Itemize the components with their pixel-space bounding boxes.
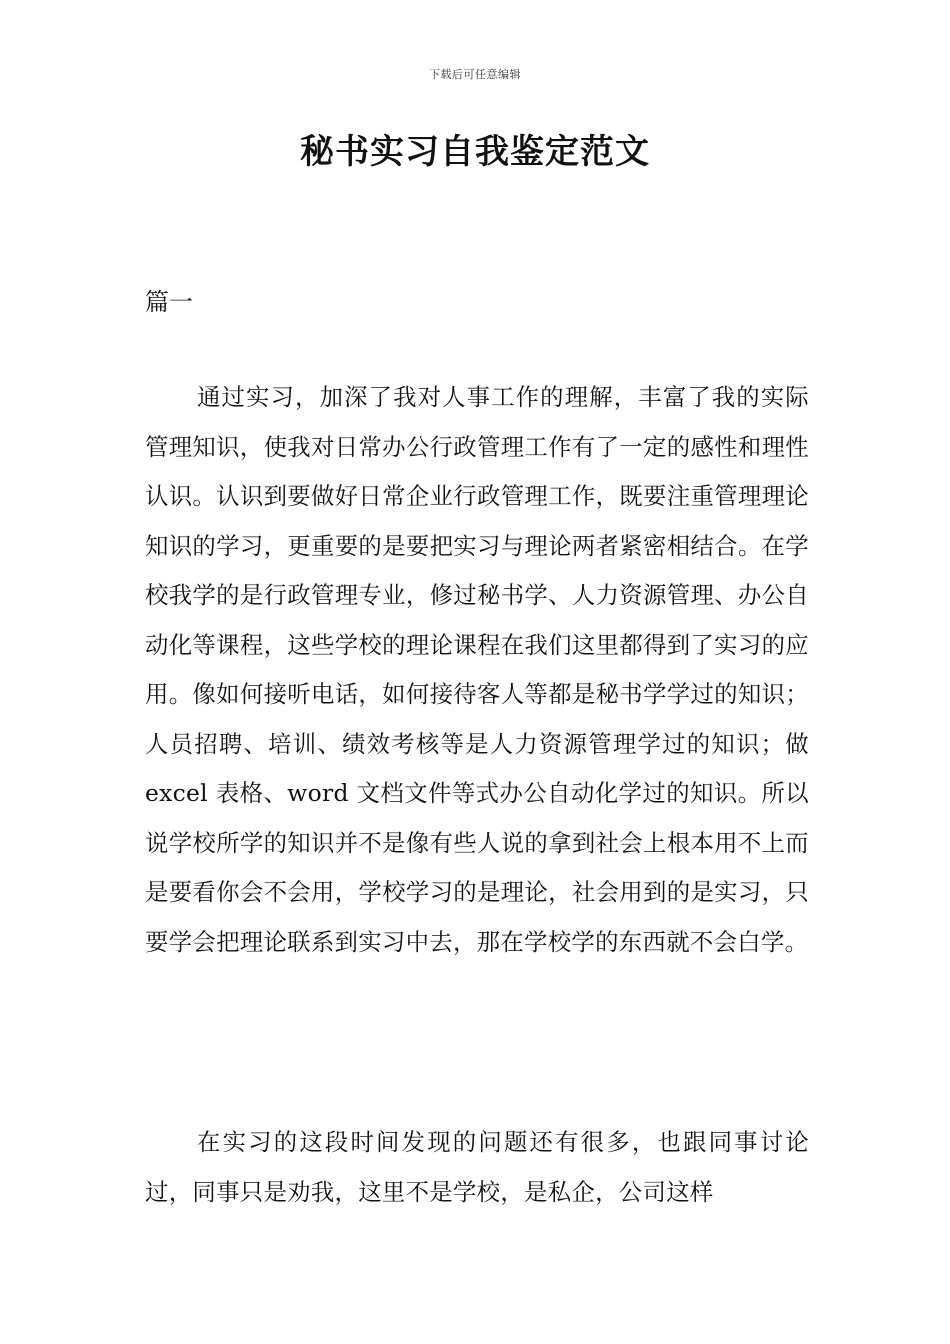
section-heading: 篇一 [145, 288, 193, 316]
document-title: 秘书实习自我鉴定范文 [300, 132, 650, 172]
body-paragraph-1: 通过实习，加深了我对人事工作的理解，丰富了我的实际管理知识，使我对日常办公行政管理工作有了一定的感性和理性认识。认识到要做好日常企业行政管理工作，既要注重管理理论知识的学习，更重要的是要把实习与理论两者紧密相结合。在学校我学的是行政管理专业，修过秘书学、人力资源管理、办公自动化等课程，这些学校的理论课程在我们这里都得到了实习的应用。像如何接听电话，如何接待客人等都是秘书学学过的知识；人员招聘、培训、绩效考核等是人力资源管理学过的知识；做 excel 表格、word 文档文件等式办公自动化学过的知识。所以说学校所学的知识并不是像有些人说的拿到社会上根本用不上而是要看你会不会用，学校学习的是理论，社会用到的是实习，只要学会把理论联系到实习中去，那在学校学的东西就不会白学。 [145, 383, 809, 956]
body-paragraph-2: 在实习的这段时间发现的问题还有很多，也跟同事讨论过，同事只是劝我，这里不是学校，是私企，公司这样 [145, 1128, 809, 1206]
header-note: 下载后可任意编辑 [429, 68, 521, 81]
